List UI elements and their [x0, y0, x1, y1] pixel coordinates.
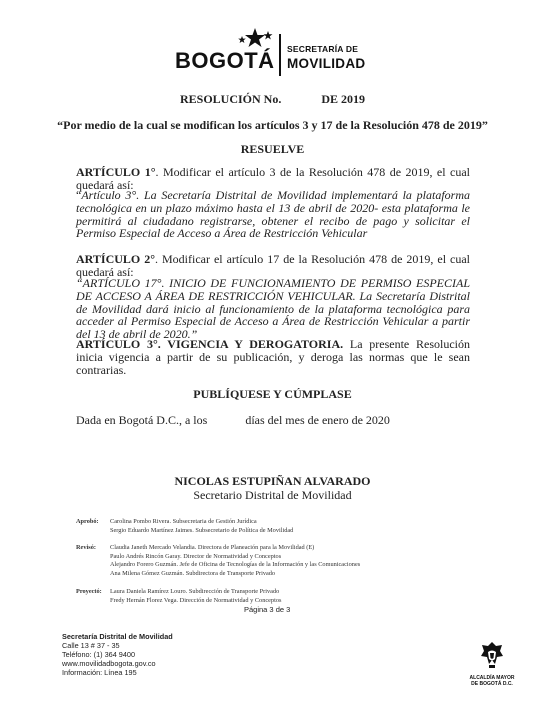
article-1-text: . Modificar el artículo 3 de la Resolución 478 de 2019, el cual quedará así: [76, 165, 470, 192]
proyecto-label: Proyectó: [76, 588, 102, 595]
dada-prefix: Dada en Bogotá D.C., a los [76, 413, 208, 427]
article-1-title: ARTÍCULO 1° [76, 165, 156, 179]
bogota-logo [175, 28, 375, 80]
page-number: Página 3 de 3 [244, 605, 291, 614]
signer-name: NICOLAS ESTUPIÑAN ALVARADO [174, 474, 371, 488]
resolution-label: RESOLUCIÓN No. [179, 92, 282, 106]
reviso-list [110, 544, 360, 578]
reviso-item: Alejandro Forero Guzmán. Jefe de Oficina de Tecnologías de la Información y las Comunicaciones [110, 561, 361, 569]
proyecto-list [110, 588, 281, 605]
article-2 [76, 253, 470, 279]
movilidad-label: MOVILIDAD [287, 56, 366, 71]
alcaldia-logo [462, 640, 522, 687]
aprobo-item: Sergio Eduardo Martínez Jaimes. Subsecretario de Política de Movilidad [110, 526, 294, 534]
footer-org: Secretaría Distrital de Movilidad [62, 632, 173, 641]
article-1-quote-text: Artículo 3°. La Secretaría Distrital de Movilidad implementará la plataforma tecnológica en un plazo máximo hasta el 13 de abril de 2020- esta plataforma le permitirá al ciudadano registrarse, obtener el recibo de pago y solicitar el Permiso Especial de Acceso a Área de Restricción Vehicular [76, 188, 470, 241]
resolution-year: DE 2019 [321, 92, 366, 106]
article-3-title: ARTÍCULO 3°. VIGENCIA Y DEROGATORIA. [76, 337, 344, 351]
footer-info: Información: Línea 195 [62, 668, 137, 677]
article-3-text: La presente Resolución inicia vigencia a partir de su publicación, y deroga las normas que le sean contrarias. [76, 337, 470, 377]
signer-role: Secretario Distrital de Movilidad [193, 488, 352, 502]
city-name: BOGOTÁ [175, 48, 275, 73]
article-2-text: . Modificar el artículo 17 de la Resolución 478 de 2019, el cual quedará así: [76, 252, 470, 279]
reviso-item: Claudia Janeth Mercado Velandia. Directora de Planeación para la Movilidad (E) [110, 544, 315, 551]
footer-address: Calle 13 # 37 - 35 [62, 641, 120, 650]
proyecto-item: Fredy Hernán Florez Vega. Dirección de Normatividad y Conceptos [110, 596, 282, 604]
dada-suffix: días del mes de enero de 2020 [245, 413, 390, 427]
aprobo-list [110, 518, 293, 535]
article-3 [76, 338, 470, 376]
article-2-quote: “ARTÍCULO 17°. INICIO DE FUNCIONAMIENTO DE PERMISO ESPECIAL DE ACCESO A ÁREA DE RESTRICCIÓN VEHICULAR. La Secretaría Distrital de Movilidad dará inicio al funcionamiento de la plataforma tecnológica para acceder al Permiso Especial de Acceso a Área de Restricción Vehicular a partir del 13 de abril de 2020.” [76, 276, 470, 342]
logo-divider [279, 34, 281, 76]
alcaldia-line-2: DE BOGOTÁ D.C. [471, 681, 513, 687]
article-2-title: ARTÍCULO 2° [76, 252, 156, 266]
secretaria-label: SECRETARÍA DE [287, 44, 359, 54]
article-1-quote-mark: “ [76, 188, 82, 202]
article-1-quote [76, 189, 470, 240]
alcaldia-line-1: ALCALDÍA MAYOR [469, 675, 515, 681]
aprobo-item: Carolina Pombo Rivera. Subsecretaria de Gestión Jurídica [110, 518, 257, 525]
footer-phone: Teléfono: (1) 364 9400 [62, 650, 136, 659]
reviso-item: Paulo Andrés Rincón Garay. Director de Normatividad y Conceptos [110, 552, 282, 560]
footer-web: www.movilidadbogota.gov.co [62, 659, 156, 668]
footer-contact [62, 632, 173, 677]
coat-of-arms-icon [479, 640, 505, 670]
reviso-item: Ana Milena Gómez Guzmán. Subdirectora de Transporte Privado [110, 569, 276, 577]
publiquese-heading: PUBLÍQUESE Y CÚMPLASE [193, 387, 352, 401]
stars-icon [235, 28, 275, 50]
dada-line [76, 413, 390, 428]
resolution-heading [0, 92, 545, 107]
resolution-subject: “Por medio de la cual se modifican los artículos 3 y 17 de la Resolución 478 de 2019” [57, 118, 488, 132]
resuelve-heading: RESUELVE [240, 142, 305, 156]
proyecto-item: Laura Daniela Ramírez Louro. Subdirección de Transporte Privado [110, 588, 280, 595]
reviso-label: Revisó: [76, 544, 96, 551]
aprobo-label: Aprobó: [76, 518, 99, 525]
